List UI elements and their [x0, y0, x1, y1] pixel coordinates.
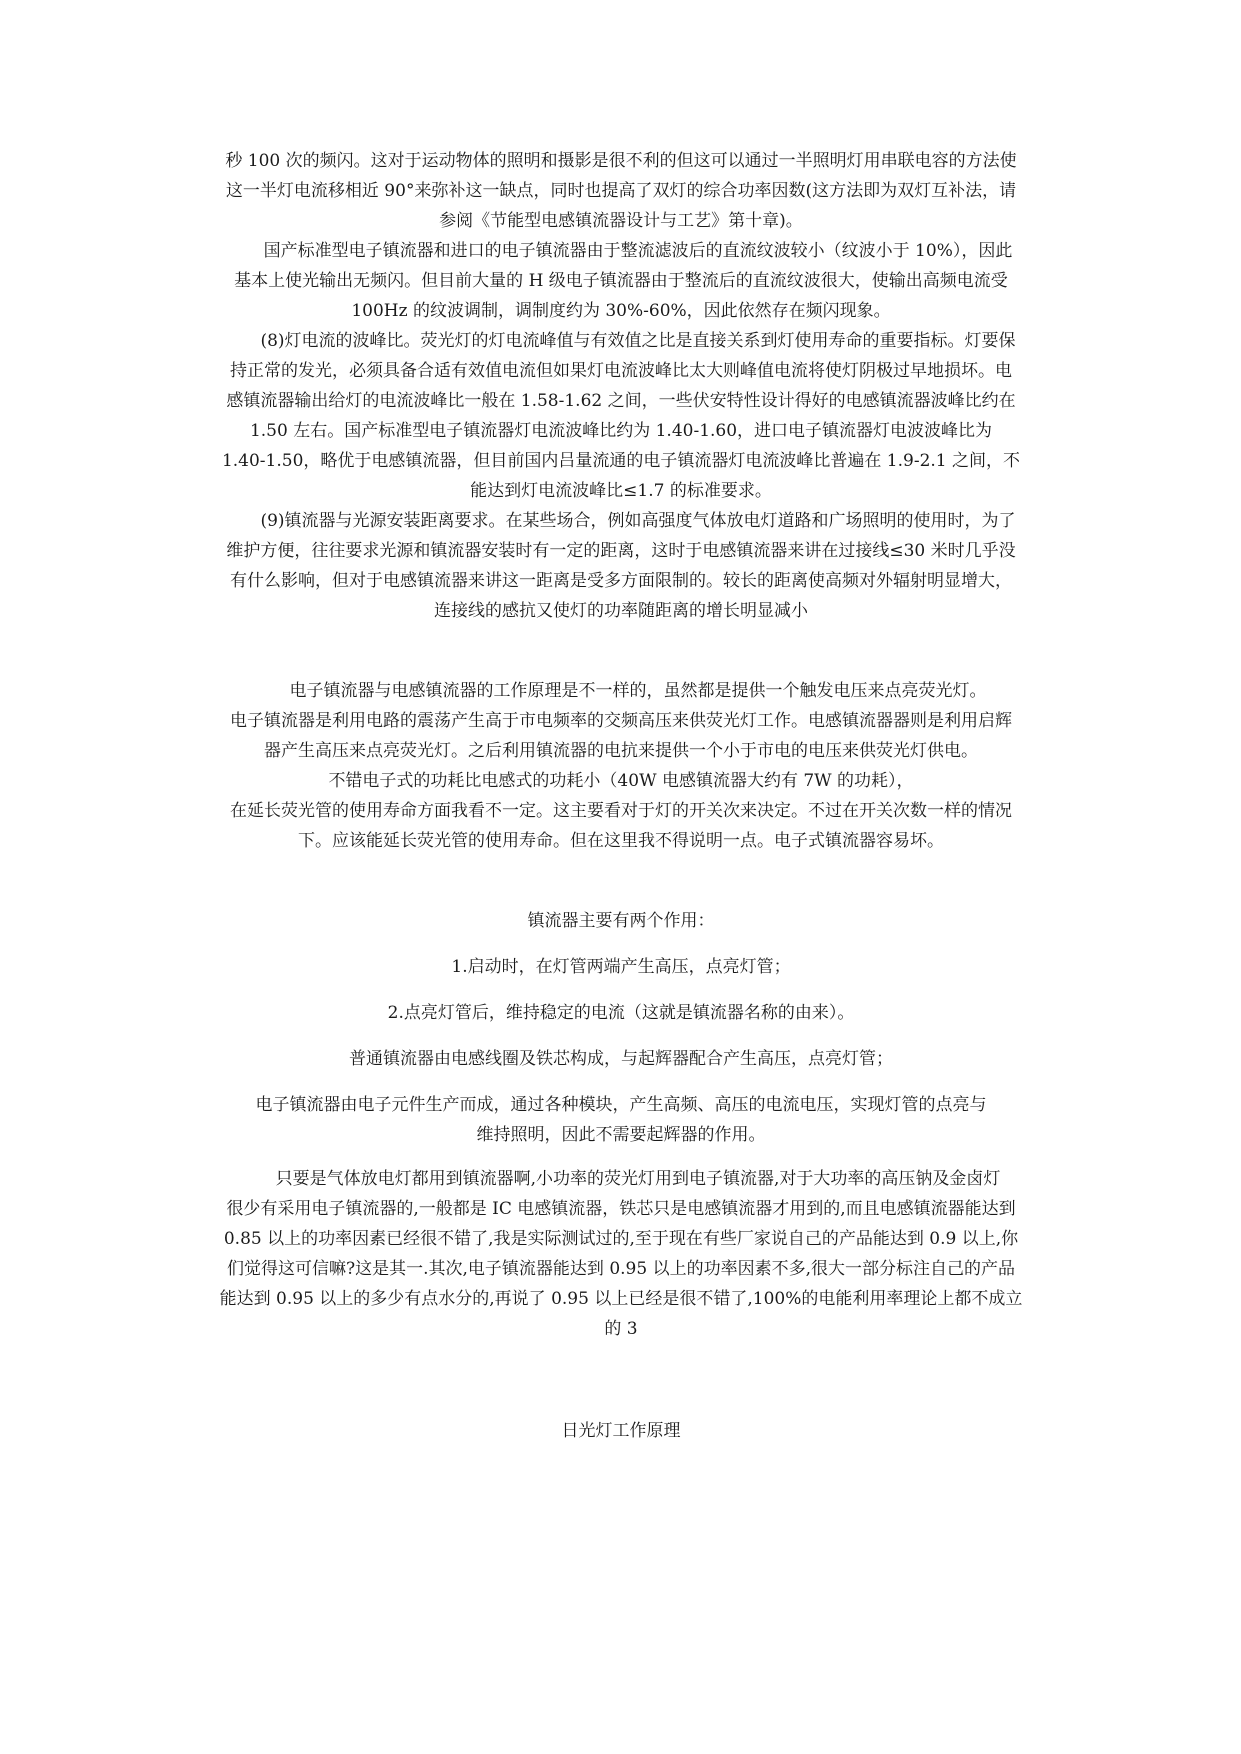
paragraph-flicker-intro: 秒 100 次的频闪。这对于运动物体的照明和摄影是很不利的但这可以通过一半照明灯用串联电容的方法使 这一半灯电流移相近 90°来弥补这一缺点，同时也提高了双灯的综合功率因数(这方法即为双灯互补法，请 参阅《节能型电感镇流器设计与工艺》第十章)。	[225, 151, 1017, 231]
inductive-ballast-desc: 普通镇流器由电感线圈及铁芯构成，与起辉器配合产生高压，点亮灯管；	[349, 1049, 893, 1069]
section-title-fluorescent: 日光灯工作原理	[561, 1421, 681, 1441]
function-item-2: 2.点亮灯管后，维持稳定的电流（这就是镇流器名称的由来）。	[387, 1003, 855, 1023]
function-item-1: 1.启动时，在灯管两端产生高压，点亮灯管；	[451, 957, 791, 977]
paragraph-working-principle: 电子镇流器与电感镇流器的工作原理是不一样的，虽然都是提供一个触发电压来点亮荧光灯。 电子镇流器是利用电路的震荡产生高于市电频率的交频高压来供荧光灯工作。电感镇流器器则是利用启辉 器产生高压来点亮荧光灯。之后利用镇流器的电抗来提供一个小于市电的电压来供荧光灯供电。 不错电子式的功耗比电感式的功耗小（40W 电感镇流器大约有 7W 的功耗）， 在延长荧光管的使用寿命方面我看不一定。这主要看对于灯的开关次来决定。不过在开关次数一样的情况 下。应该能延长荧光管的使用寿命。但在这里我不得说明一点。电子式镇流器容易坏。	[230, 681, 1012, 851]
paragraph-crest-factor: (8)灯电流的波峰比。荧光灯的灯电流峰值与有效值之比是直接关系到灯使用寿命的重要指标。灯要保 持正常的发光，必须具备合适有效值电流但如果灯电流波峰比太大则峰值电流将使灯阴极过早地损坏。电 感镇流器输出给灯的电流波峰比一般在 1.58-1.62 之间，一些伏安特性设计得好的电感镇流器波峰比约在 1.50 左右。国产标准型电子镇流器灯电流波峰比约为 1.40-1.60，进口电子镇流器灯电波波峰比为 1.40-1.50，略优于电感镇流器，但目前国内吕量流通的电子镇流器灯电流波峰比普遍在 1.9-2.1 之间，不 能达到灯电流波峰比≤1.7 的标准要求。	[221, 331, 1021, 501]
electronic-ballast-desc: 电子镇流器由电子元件生产而成，通过各种模块，产生高频、高压的电流电压，实现灯管的点亮与 维持照明，因此不需要起辉器的作用。	[255, 1095, 987, 1145]
document-page	[188, 146, 1054, 1463]
spacer	[188, 856, 1054, 906]
paragraph-ripple: 国产标准型电子镇流器和进口的电子镇流器由于整流滤波后的直流纹波较小（纹波小于 10%），因此 基本上使光输出无频闪。但目前大量的 H 级电子镇流器由于整流后的直流纹波很大，使输出高频电流受 100Hz 的纹波调制，调制度约为 30%-60%，因此依然存在频闪现象。	[234, 241, 1013, 321]
paragraph-power-factor: 只要是气体放电灯都用到镇流器啊,小功率的荧光灯用到电子镇流器,对于大功率的高压钠及金卤灯 很少有采用电子镇流器的,一般都是 IC 电感镇流器，铁芯只是电感镇流器才用到的,而且电感镇流器能达到 0.85 以上的功率因素已经很不错了,我是实际测试过的,至于现在有些厂家说自己的产品能达到 0.9 以上,你 们觉得这可信嘛?这是其一.其次,电子镇流器能达到 0.95 以上的功率因素不多,很大一部分标注自己的产品 能达到 0.95 以上的多少有点水分的,再说了 0.95 以上已经是很不错了,100%的电能利用率理论上都不成立 的 3	[219, 1169, 1023, 1339]
section-heading-functions: 镇流器主要有两个作用：	[527, 911, 715, 931]
paragraph-install-distance: (9)镇流器与光源安装距离要求。在某些场合，例如高强度气体放电灯道路和广场照明的使用时，为了 维护方便，往往要求光源和镇流器安装时有一定的距离，这时于电感镇流器来讲在过接线≤30 米时几乎没 有什么影响，但对于电感镇流器来讲这一距离是受多方面限制的。较长的距离使高频对外辐射明显增大， 连接线的感抗又使灯的功率随距离的增长明显减小	[226, 511, 1016, 621]
spacer	[188, 626, 1054, 676]
